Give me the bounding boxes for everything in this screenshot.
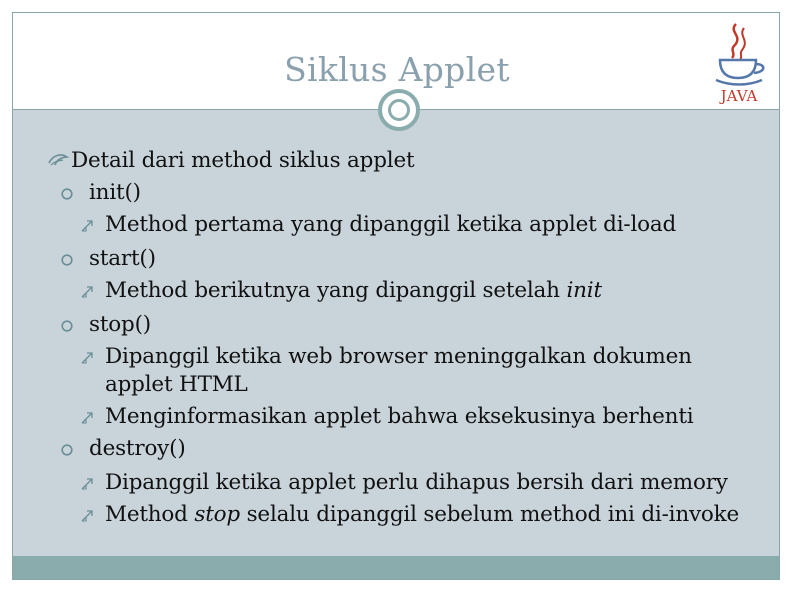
java-logo bbox=[710, 20, 768, 108]
list-item bbox=[60, 177, 141, 209]
bullet-text: destroy() bbox=[89, 436, 186, 461]
list-item bbox=[80, 209, 676, 241]
bullet-leaf-icon bbox=[47, 151, 69, 171]
bullet-text-continuation: applet HTML bbox=[105, 372, 248, 397]
bullet-ring-icon bbox=[60, 187, 74, 201]
bullet-arrow-icon bbox=[80, 508, 96, 524]
bullet-text: start() bbox=[89, 246, 156, 271]
title-ring-decoration bbox=[378, 89, 420, 131]
bullet-text: stop() bbox=[89, 312, 151, 337]
bullet-text: Method stop selalu dipanggil sebelum method ini di-invoke bbox=[105, 502, 740, 527]
bullet-text: init() bbox=[89, 180, 141, 205]
list-item bbox=[60, 243, 156, 275]
bullet-arrow-icon bbox=[80, 218, 96, 234]
list-item bbox=[80, 499, 739, 531]
list-item bbox=[80, 467, 728, 499]
list-item bbox=[60, 309, 151, 341]
list-item bbox=[60, 433, 186, 465]
list-item-continuation bbox=[80, 369, 248, 401]
java-logo-text: JAVA bbox=[720, 87, 758, 105]
bullet-arrow-icon bbox=[80, 476, 96, 492]
bullet-ring-icon bbox=[60, 319, 74, 333]
bullet-ring-icon bbox=[60, 443, 74, 457]
bullet-arrow-icon bbox=[80, 284, 96, 300]
slide-title: Siklus Applet bbox=[284, 50, 510, 89]
bullet-text: Method berikutnya yang dipanggil setelah init bbox=[105, 278, 602, 303]
bullet-arrow-icon bbox=[80, 410, 96, 426]
bullet-ring-icon bbox=[60, 253, 74, 267]
bullet-text: Method pertama yang dipanggil ketika applet di-load bbox=[105, 212, 677, 237]
bullet-arrow-icon bbox=[80, 350, 96, 366]
footer-bar bbox=[13, 556, 779, 579]
list-item bbox=[47, 145, 414, 177]
list-item bbox=[80, 401, 693, 433]
list-item bbox=[80, 341, 692, 373]
bullet-text: Detail dari method siklus applet bbox=[71, 148, 415, 173]
list-item bbox=[80, 275, 602, 307]
bullet-text: Dipanggil ketika applet perlu dihapus bersih dari memory bbox=[105, 470, 728, 495]
bullet-text: Dipanggil ketika web browser meninggalkan dokumen bbox=[105, 344, 692, 369]
bullet-text: Menginformasikan applet bahwa eksekusinya berhenti bbox=[105, 404, 694, 429]
